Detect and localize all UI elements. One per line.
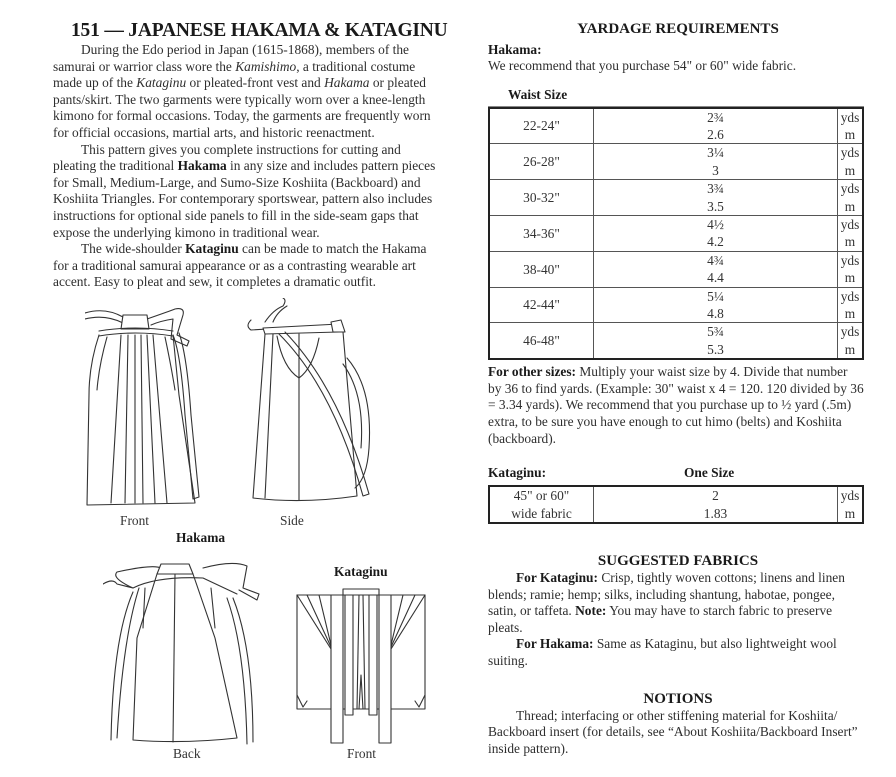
unit-yds: yds (840, 488, 860, 504)
meters-value: 1.83 (703, 505, 728, 521)
kataginu-subheading: Kataginu: (488, 465, 547, 481)
table-row (489, 144, 863, 180)
yards-value: 4¾ (707, 252, 724, 268)
waist-size-cell: 26-28" (489, 144, 594, 180)
kataginu-table-header (488, 465, 864, 483)
waist-size-cell: 46-48" (489, 323, 594, 359)
waist-size-header: Waist Size (488, 87, 864, 107)
yardage-heading: YARDAGE REQUIREMENTS (577, 21, 779, 37)
back-label: Back (173, 746, 201, 761)
yards-value: 3¼ (707, 145, 724, 161)
table-row (489, 180, 863, 216)
right-column (488, 20, 888, 757)
meters-value: 3.5 (707, 198, 724, 214)
fabrics-kataginu (488, 570, 864, 636)
table-row (489, 323, 863, 359)
unit-cell (838, 180, 864, 216)
waist-size-cell: 38-40" (489, 251, 594, 287)
one-size-header: One Size (684, 465, 735, 481)
notions-heading: NOTIONS (643, 690, 713, 707)
term-hakama: Hakama (324, 75, 370, 91)
text: Same as Kataginu, but also lightweight wool suiting. (488, 636, 837, 669)
amount-cell (594, 108, 838, 144)
unit-cell (838, 251, 864, 287)
unit-yds: yds (840, 324, 860, 340)
meters-value: 2.6 (707, 127, 724, 142)
kataginu-figure-heading: Kataginu (334, 564, 388, 579)
fabrics-kataginu-label: For Kataginu: (516, 570, 598, 586)
unit-m: m (844, 505, 856, 521)
table-row (489, 251, 863, 287)
hakama-yardage-table (488, 107, 864, 361)
amount-cell (594, 180, 838, 216)
hakama-subheading: Hakama: (488, 42, 542, 57)
meters-value: 4.4 (707, 270, 724, 286)
meters-value: 4.2 (707, 234, 724, 250)
hakama-front-illustration (85, 305, 220, 515)
hakama-fabric-note: We recommend that you purchase 54" or 60" wide fabric. (488, 58, 797, 73)
unit-m: m (844, 306, 856, 322)
yards-value: 2 (712, 488, 719, 504)
fabrics-hakama-label: For Hakama: (516, 636, 594, 652)
amount-cell (594, 251, 838, 287)
unit-m: m (844, 127, 856, 142)
text: You may have to starch fabric to preserve pleats. (488, 603, 833, 635)
fabrics-hakama (488, 636, 848, 669)
text: or pleated pants/skirt. The two garments were typically worn over a knee-length kimono for formal occasions. Today, the garments are frequently worn for official occasions, martial arts, and historic reenactment. (53, 75, 431, 140)
hakama-back-illustration (103, 548, 263, 748)
term-kataginu: Kataginu (136, 75, 187, 91)
amount-cell (594, 486, 838, 523)
text: can be made to match the Hakama for a traditional samurai appearance or as a contrasting wearable art accent. Easy to pleat and sew, it completes a dramatic outfit. (53, 241, 427, 290)
waist-size-cell: 22-24" (489, 108, 594, 144)
table-row (489, 108, 863, 144)
yards-value: 3¾ (707, 181, 724, 197)
waist-size-cell: 30-32" (489, 180, 594, 216)
other-sizes-note (488, 364, 864, 447)
unit-yds: yds (840, 109, 860, 125)
unit-cell (838, 287, 864, 323)
pattern-paragraph (53, 142, 438, 242)
bold-hakama: Hakama (177, 158, 227, 174)
unit-yds: yds (840, 181, 860, 197)
meters-value: 5.3 (707, 341, 724, 357)
amount-cell (594, 323, 838, 359)
unit-cell (838, 144, 864, 180)
amount-cell (594, 216, 838, 252)
waist-size-cell: 34-36" (489, 216, 594, 252)
amount-cell (594, 287, 838, 323)
kataginu-paragraph (53, 241, 438, 291)
text: During the Edo period in Japan (1615-1868), members of the samurai or warrior class wore the (53, 42, 409, 74)
hakama-figure-heading: Hakama (176, 530, 226, 545)
text: or pleated-front vest and (186, 75, 325, 91)
yards-value: 5¾ (707, 324, 724, 340)
front-label: Front (120, 513, 150, 528)
table-row (489, 486, 863, 523)
text: This pattern gives you complete instructions for cutting and pleating the traditional (53, 141, 401, 174)
fabrics-heading: SUGGESTED FABRICS (597, 553, 759, 570)
unit-yds: yds (840, 217, 860, 233)
other-sizes-label: For other sizes: (488, 364, 577, 380)
fabric-width-cell (489, 486, 594, 523)
fabric-width: 45" or 60" (513, 488, 570, 504)
text: Crisp, tightly woven cottons; linens and linen blends; ramie; hemp; silks, including shantung, habotae, pongee, satin, or taffeta. (488, 570, 845, 619)
table-row (489, 216, 863, 252)
unit-cell (838, 323, 864, 359)
yards-value: 2¾ (707, 109, 724, 125)
amount-cell (594, 144, 838, 180)
intro-paragraph (53, 42, 438, 142)
kataginu-front-illustration (295, 585, 430, 745)
yards-value: 4½ (707, 217, 724, 233)
unit-yds: yds (840, 252, 860, 268)
text: , a traditional costume made up of the (53, 58, 416, 91)
meters-value: 4.8 (707, 306, 724, 322)
unit-m: m (844, 270, 856, 286)
unit-m: m (844, 341, 856, 357)
text: in any size and includes pattern pieces for Small, Medium-Large, and Sumo-Size Koshiita (Backboard) and Koshiita Triangles. For contemporary sportswear, pattern also includes instructions for optional side panels to fill in the side-seam gaps that expose the underlying kimono in traditional wear. (53, 158, 436, 240)
yards-value: 5¼ (707, 288, 724, 304)
unit-yds: yds (840, 288, 860, 304)
bold-kataginu: Kataginu (185, 241, 239, 257)
unit-cell (838, 216, 864, 252)
table-row (489, 287, 863, 323)
unit-cell (838, 486, 864, 523)
unit-yds: yds (840, 145, 860, 161)
note-label: Note: (575, 603, 607, 619)
meters-value: 3 (712, 162, 719, 178)
unit-m: m (844, 162, 856, 178)
waist-size-cell: 42-44" (489, 287, 594, 323)
page-title: 151 — JAPANESE HAKAMA & KATAGINU (71, 20, 448, 41)
left-column (53, 20, 448, 291)
kataginu-front-label: Front (347, 746, 377, 761)
unit-cell (838, 108, 864, 144)
unit-m: m (844, 198, 856, 214)
side-label: Side (280, 513, 304, 528)
fabric-width-desc: wide fabric (511, 505, 572, 521)
other-sizes-text: Multiply your waist size by 4. Divide that number by 36 to find yards. (Example: 30" waist x 4 = 120. 120 divided by 36 = 3.34 yards). We recommend that you purchase up to ½ yard (.5m) extra, to be sure you have enough to cut himo (belts) and Koshiita (backboard). (488, 364, 864, 446)
text: The wide-shoulder (81, 241, 186, 257)
hakama-side-illustration (243, 298, 373, 513)
notions-text: Thread; interfacing or other stiffening material for Koshiita/ Backboard insert (for details, see “About Koshiita/Backboard Insert” inside pattern). (488, 707, 858, 756)
term-kamishimo: Kamishimo (235, 58, 297, 74)
kataginu-yardage-table (488, 485, 864, 524)
unit-m: m (844, 234, 856, 250)
